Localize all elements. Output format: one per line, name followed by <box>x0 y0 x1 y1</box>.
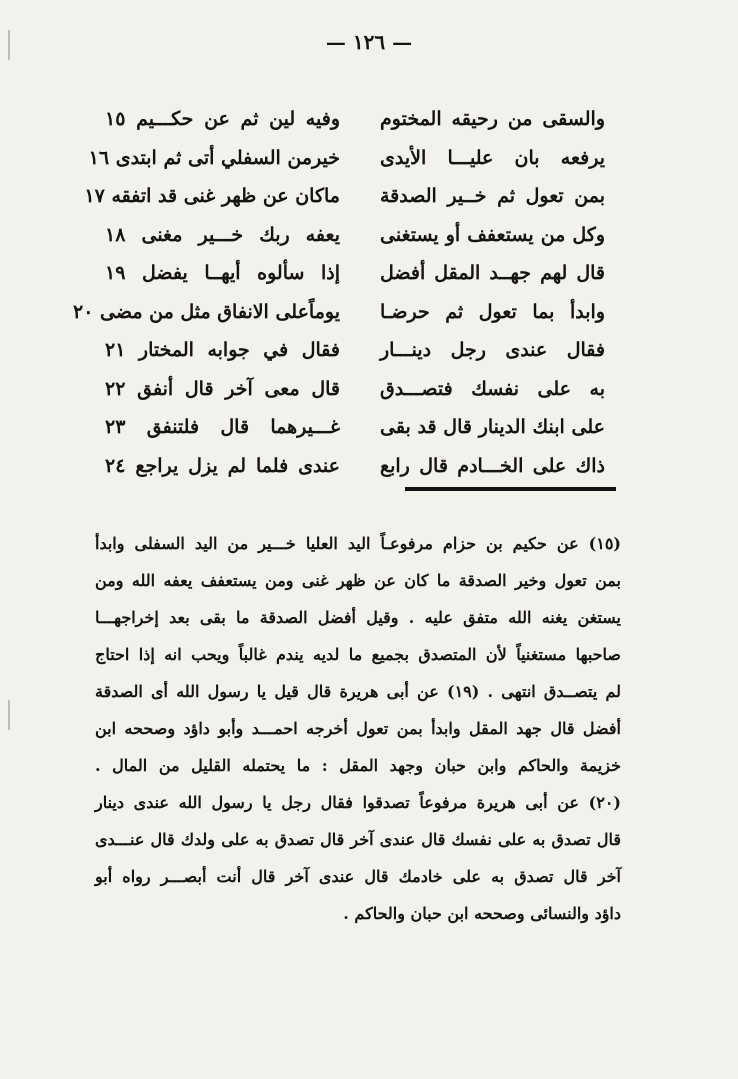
footnote-line: أفضل قال جهد المقل وابدأ بمن تعول أخرجه احمـــد وأبو داؤد وصححه ابن <box>95 719 621 738</box>
verse-second-hemistich: قال معى آخر قال أنفق ٢٢ <box>105 377 340 400</box>
poem-block <box>72 100 605 485</box>
verse-19 <box>105 254 605 293</box>
verse-first-hemistich: به على نفسك فتصـــدق <box>380 377 605 400</box>
verse-21 <box>105 331 605 370</box>
verse-first-hemistich: وكل من يستعفف أو يستغنى <box>380 223 605 246</box>
verse-second-hemistich: يوماًعلى الانفاق مثل من مضى ٢٠ <box>72 300 340 323</box>
footnote-line: يستغن يغنه الله متفق عليه . وقيل أفضل الصدقة ما بقى بعد إخراجهـــا <box>95 608 621 627</box>
footnote-line: (١٥) عن حكيم بن حزام مرفوعـاً اليد العليا خـــير من اليد السفلى وابدأ <box>95 534 621 553</box>
footnote-line: (٢٠) عن أبى هريرة مرفوعاً تصدقوا فقال رجل يا رسول الله عندى دينار <box>95 793 621 812</box>
verse-20 <box>72 293 605 332</box>
verse-first-hemistich: يرفعه بان عليـــا الأيدى <box>380 146 605 169</box>
verse-first-hemistich: وابدأ بما تعول ثم حرضـا <box>380 300 605 323</box>
verse-second-hemistich: خيرمن السفلي أتى ثم ابتدى ١٦ <box>88 146 340 169</box>
section-divider <box>405 487 616 491</box>
scan-edge-mark <box>8 700 10 730</box>
verse-16 <box>88 139 605 178</box>
verse-second-hemistich: ماكان عن ظهر غنى قد اتفقه ١٧ <box>84 185 340 208</box>
verse-first-hemistich: فقال عندى رجل دينـــار <box>380 339 605 362</box>
verse-first-hemistich: قال لهم جهــد المقل أفضل <box>380 262 605 285</box>
verse-first-hemistich: والسقى من رحيقه المختوم <box>380 108 605 131</box>
verse-second-hemistich: عندى فلما لم يزل يراجع ٢٤ <box>105 454 340 477</box>
footnotes <box>95 525 621 932</box>
verse-first-hemistich: ذاك على الخـــادم قال رابع <box>380 454 605 477</box>
footnote-line: لم يتصــدق انتهى . (١٩) عن أبى هريرة قال قيل يا رسول الله أى الصدقة <box>95 682 621 701</box>
footnote-line: بمن تعول وخير الصدقة ما كان عن ظهر غنى ومن يستعفف يعفه الله ومن <box>95 571 621 590</box>
verse-second-hemistich: إذا سألوه أيهــا يفضل ١٩ <box>105 262 340 285</box>
footnote-line: آخر قال تصدق به على خادمك قال عندى آخر قال أنت أبصـــر رواه أبو <box>95 867 621 886</box>
verse-15 <box>105 100 605 139</box>
verse-first-hemistich: بمن تعول ثم خــير الصدقة <box>380 185 605 208</box>
page-number: — ١٢٦ — <box>325 30 413 54</box>
verse-18 <box>105 216 605 255</box>
verse-second-hemistich: وفيه لين ثم عن حكـــيم ١٥ <box>105 108 340 131</box>
verse-17 <box>84 177 605 216</box>
footnote-line: صاحبها مستغنياً لأن المتصدق بجميع ما لديه يندم غالباً ويحب انه إذا احتاج <box>95 645 621 664</box>
footnote-line: خزيمة والحاكم وابن حبان وجهد المقل : ما يحتمله القليل من المال . <box>95 756 621 775</box>
verse-22 <box>105 370 605 409</box>
verse-second-hemistich: يعفه ربك خـــير مغنى ١٨ <box>105 223 340 246</box>
verse-24 <box>105 447 605 486</box>
footnote-line: داؤد والنسائى وصححه ابن حبان والحاكم . <box>343 904 621 923</box>
verse-second-hemistich: غـــيرهما قال فلتنفق ٢٣ <box>105 416 340 439</box>
verse-23 <box>105 408 605 447</box>
verse-first-hemistich: على ابنك الدينار قال قد بقى <box>380 416 605 439</box>
footnote-line: قال تصدق به على نفسك قال عندى آخر قال تصدق به على ولدك قال عنـــدى <box>95 830 621 849</box>
verse-second-hemistich: فقال في جوابه المختار ٢١ <box>105 339 340 362</box>
